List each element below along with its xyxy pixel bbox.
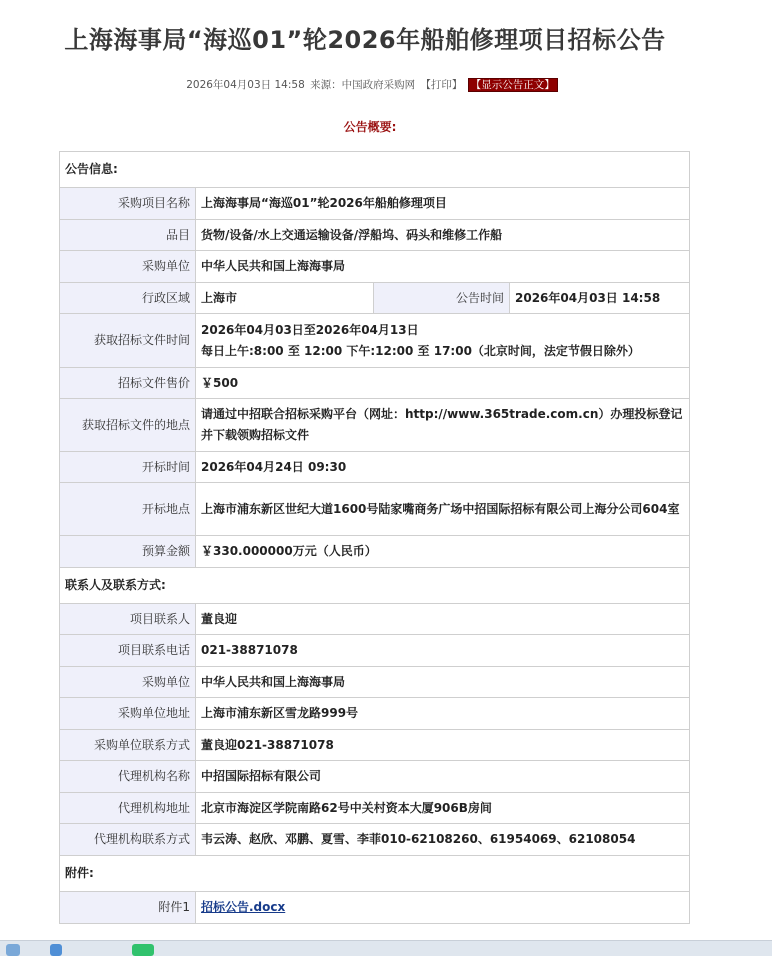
section-heading-contacts: 联系人及联系方式: <box>60 568 690 604</box>
publish-time-value: 2026年04月03日 14:58 <box>510 283 690 314</box>
purchaser-value: 中华人民共和国上海海事局 <box>196 251 690 283</box>
region-label: 行政区域 <box>60 283 196 314</box>
open-time-label: 开标时间 <box>60 452 196 483</box>
app-icon[interactable] <box>132 944 154 956</box>
open-time-value: 2026年04月24日 09:30 <box>196 452 690 483</box>
attachment-link[interactable]: 招标公告.docx <box>201 900 286 914</box>
category-label: 品目 <box>60 220 196 251</box>
contact-value: 董良迎 <box>196 604 690 635</box>
table-row <box>60 399 690 452</box>
contact-label: 代理机构地址 <box>60 793 196 824</box>
doc-place-value: 请通过中招联合招标采购平台（网址：http://www.365trade.com.cn）办理投标登记并下载领购招标文件 <box>196 399 690 452</box>
section-row-contacts <box>60 568 690 604</box>
table-row <box>60 667 690 698</box>
publish-time-label: 公告时间 <box>374 283 510 314</box>
notice-summary-table <box>59 151 690 924</box>
region-value: 上海市 <box>196 283 374 314</box>
table-row <box>60 793 690 824</box>
table-row <box>60 283 690 314</box>
contact-label: 项目联系电话 <box>60 635 196 667</box>
table-row <box>60 483 690 536</box>
contact-value: 董良迎021-38871078 <box>196 730 690 761</box>
table-row <box>60 536 690 568</box>
table-row <box>60 824 690 856</box>
category-value: 货物/设备/水上交通运输设备/浮船坞、码头和维修工作船 <box>196 220 690 251</box>
show-notice-text-button[interactable]: 【显示公告正文】 <box>468 78 558 92</box>
open-place-label: 开标地点 <box>60 483 196 536</box>
attachment-label: 附件1 <box>60 892 196 924</box>
table-row <box>60 730 690 761</box>
attachment-value <box>196 892 690 924</box>
contact-label: 采购单位 <box>60 667 196 698</box>
section-row-attachments <box>60 856 690 892</box>
contact-value: 中华人民共和国上海海事局 <box>196 667 690 698</box>
file-explorer-icon[interactable] <box>50 944 62 956</box>
print-link[interactable]: 【打印】 <box>420 79 463 91</box>
article-meta <box>0 77 744 92</box>
contact-value: 021-38871078 <box>196 635 690 667</box>
doc-time-hours: 每日上午:8:00 至 12:00 下午:12:00 至 17:00（北京时间，法定节假日除外） <box>201 343 640 358</box>
table-row <box>60 188 690 220</box>
source: 来源：中国政府采购网 <box>310 79 416 91</box>
doc-price-value: ￥500 <box>196 368 690 399</box>
table-row <box>60 220 690 251</box>
table-row <box>60 761 690 793</box>
open-place-value: 上海市浦东新区世纪大道1600号陆家嘴商务广场中招国际招标有限公司上海分公司604室 <box>196 483 690 536</box>
doc-time-range: 2026年04月03日至2026年04月13日 <box>201 322 419 337</box>
table-row <box>60 698 690 730</box>
doc-price-label: 招标文件售价 <box>60 368 196 399</box>
doc-place-label: 获取招标文件的地点 <box>60 399 196 452</box>
table-row <box>60 892 690 924</box>
budget-value: ￥330.000000万元（人民币） <box>196 536 690 568</box>
section-heading-attachments: 附件: <box>60 856 690 892</box>
contact-value: 韦云涛、赵欣、邓鹏、夏雪、李菲010-62108260、61954069、62108054 <box>196 824 690 856</box>
section-row-info <box>60 152 690 188</box>
summary-title: 公告概要: <box>343 120 397 134</box>
taskbar <box>0 940 772 956</box>
table-row <box>60 604 690 635</box>
table-row <box>60 251 690 283</box>
contact-label: 采购单位地址 <box>60 698 196 730</box>
contact-label: 项目联系人 <box>60 604 196 635</box>
contact-value: 上海市浦东新区雪龙路999号 <box>196 698 690 730</box>
page-title: 上海海事局“海巡01”轮2026年船舶修理项目招标公告 <box>64 26 666 54</box>
section-heading-info: 公告信息: <box>60 152 690 188</box>
start-icon[interactable] <box>6 944 20 956</box>
table-row <box>60 314 690 368</box>
doc-time-label: 获取招标文件时间 <box>60 314 196 368</box>
table-row <box>60 452 690 483</box>
table-row <box>60 635 690 667</box>
project-name-label: 采购项目名称 <box>60 188 196 220</box>
contact-label: 代理机构名称 <box>60 761 196 793</box>
table-row <box>60 368 690 399</box>
publish-datetime: 2026年04月03日 14:58 <box>186 79 305 91</box>
contact-label: 代理机构联系方式 <box>60 824 196 856</box>
contact-value: 北京市海淀区学院南路62号中关村资本大厦906B房间 <box>196 793 690 824</box>
project-name-value: 上海海事局“海巡01”轮2026年船舶修理项目 <box>196 188 690 220</box>
contact-value: 中招国际招标有限公司 <box>196 761 690 793</box>
doc-time-value <box>196 314 690 368</box>
purchaser-label: 采购单位 <box>60 251 196 283</box>
budget-label: 预算金额 <box>60 536 196 568</box>
contact-label: 采购单位联系方式 <box>60 730 196 761</box>
